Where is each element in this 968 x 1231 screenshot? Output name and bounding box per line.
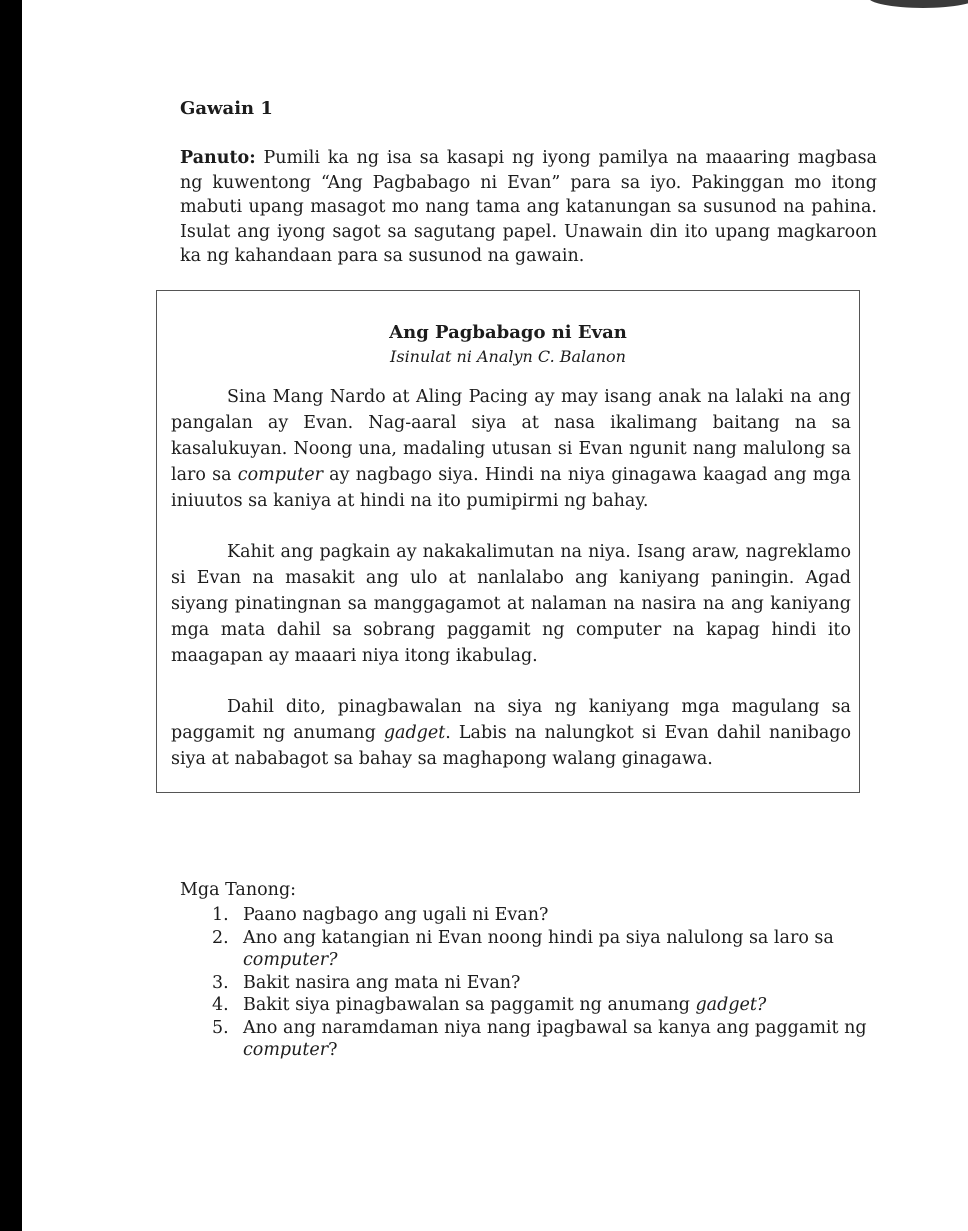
question-text: Paano nagbago ang ugali ni Evan? (243, 905, 549, 925)
questions-label: Mga Tanong: (180, 880, 297, 900)
story-paragraph-1-emphasis: computer (237, 465, 323, 485)
instructions (180, 146, 877, 269)
question-item (212, 927, 880, 972)
story-paragraph-3 (171, 694, 851, 772)
question-number: 2. (212, 927, 229, 948)
question-emphasis: computer (243, 950, 329, 970)
question-number: 3. (212, 972, 229, 993)
story-paragraph-3-text: Dahil dito, pinagbawalan na siya ng kaniyang mga magulang sa paggamit ng anumang (171, 697, 851, 743)
story-paragraph-1 (171, 384, 851, 514)
question-text: Bakit nasira ang mata ni Evan? (243, 972, 521, 993)
story-title: Ang Pagbabago ni Evan (389, 322, 627, 343)
scan-left-border (0, 0, 22, 1231)
story-paragraph-3-emphasis: gadget (383, 723, 446, 743)
question-text: Ano ang katangian ni Evan noong hindi pa siya nalulong sa laro sa (243, 927, 834, 948)
question-end: ? (328, 1040, 338, 1060)
story-paragraph-1-text-end: ay nagbago siya. Hindi na niya ginagawa kaagad ang mga iniuutos sa kaniya at hindi na ito pumipirmi ng bahay. (171, 465, 851, 511)
question-number: 1. (212, 905, 229, 925)
question-emphasis: gadget (695, 995, 757, 1015)
question-item (212, 994, 880, 1017)
activity-title: Gawain 1 (180, 98, 273, 119)
question-text: Ano ang naramdaman niya nang ipagbawal sa kanya ang paggamit ng (243, 1017, 867, 1038)
question-emphasis: computer (243, 1040, 329, 1060)
question-end: ? (328, 950, 338, 970)
question-end: ? (756, 995, 767, 1015)
question-text: Bakit siya pinagbawalan sa paggamit ng anumang (243, 995, 696, 1015)
story-box (156, 290, 860, 793)
question-number: 5. (212, 1017, 229, 1038)
story-paragraph-1-text: Sina Mang Nardo at Aling Pacing ay may isang anak na lalaki na ang pangalan ay Evan. Nag-aaral siya at nasa ikalimang baitang na sa kasalukuyan. Noong una, madaling utusan si Evan ngunit nang malulong sa laro sa (171, 387, 851, 485)
question-item (212, 972, 880, 995)
questions-list (212, 904, 880, 1062)
question-item (212, 904, 880, 927)
question-number: 4. (212, 995, 229, 1015)
question-item (212, 1017, 880, 1062)
story-author: Isinulat ni Analyn C. Balanon (390, 347, 626, 366)
scan-corner-shadow (868, 0, 968, 8)
instructions-text: Pumili ka ng isa sa kasapi ng iyong pamilya na maaaring magbasa ng kuwentong “Ang Pagbabago ni Evan” para sa iyo. Pakinggan mo itong mabuti upang masagot mo nang tama ang katanungan sa susunod na pahina. Isulat ang iyong sagot sa sagutang papel. Unawain din ito upang magkaroon ka ng kahandaan para sa susunod na gawain. (180, 148, 877, 266)
instructions-label: Panuto: (180, 148, 256, 168)
story-paragraph-3-text-end: . Labis na nalungkot si Evan dahil nanibago siya at nababagot sa bahay sa maghapong walang ginagawa. (171, 723, 851, 769)
story-paragraph-2: Kahit ang pagkain ay nakakalimutan na niya. Isang araw, nagreklamo si Evan na masakit ang ulo at nanlalabo ang kaniyang paningin. Agad siyang pinatingnan sa manggagamot at nalaman na nasira na ang kaniyang mga mata dahil sa sobrang paggamit ng computer na kapag hindi ito maagapan ay maaari niya itong ikabulag. (171, 542, 851, 666)
